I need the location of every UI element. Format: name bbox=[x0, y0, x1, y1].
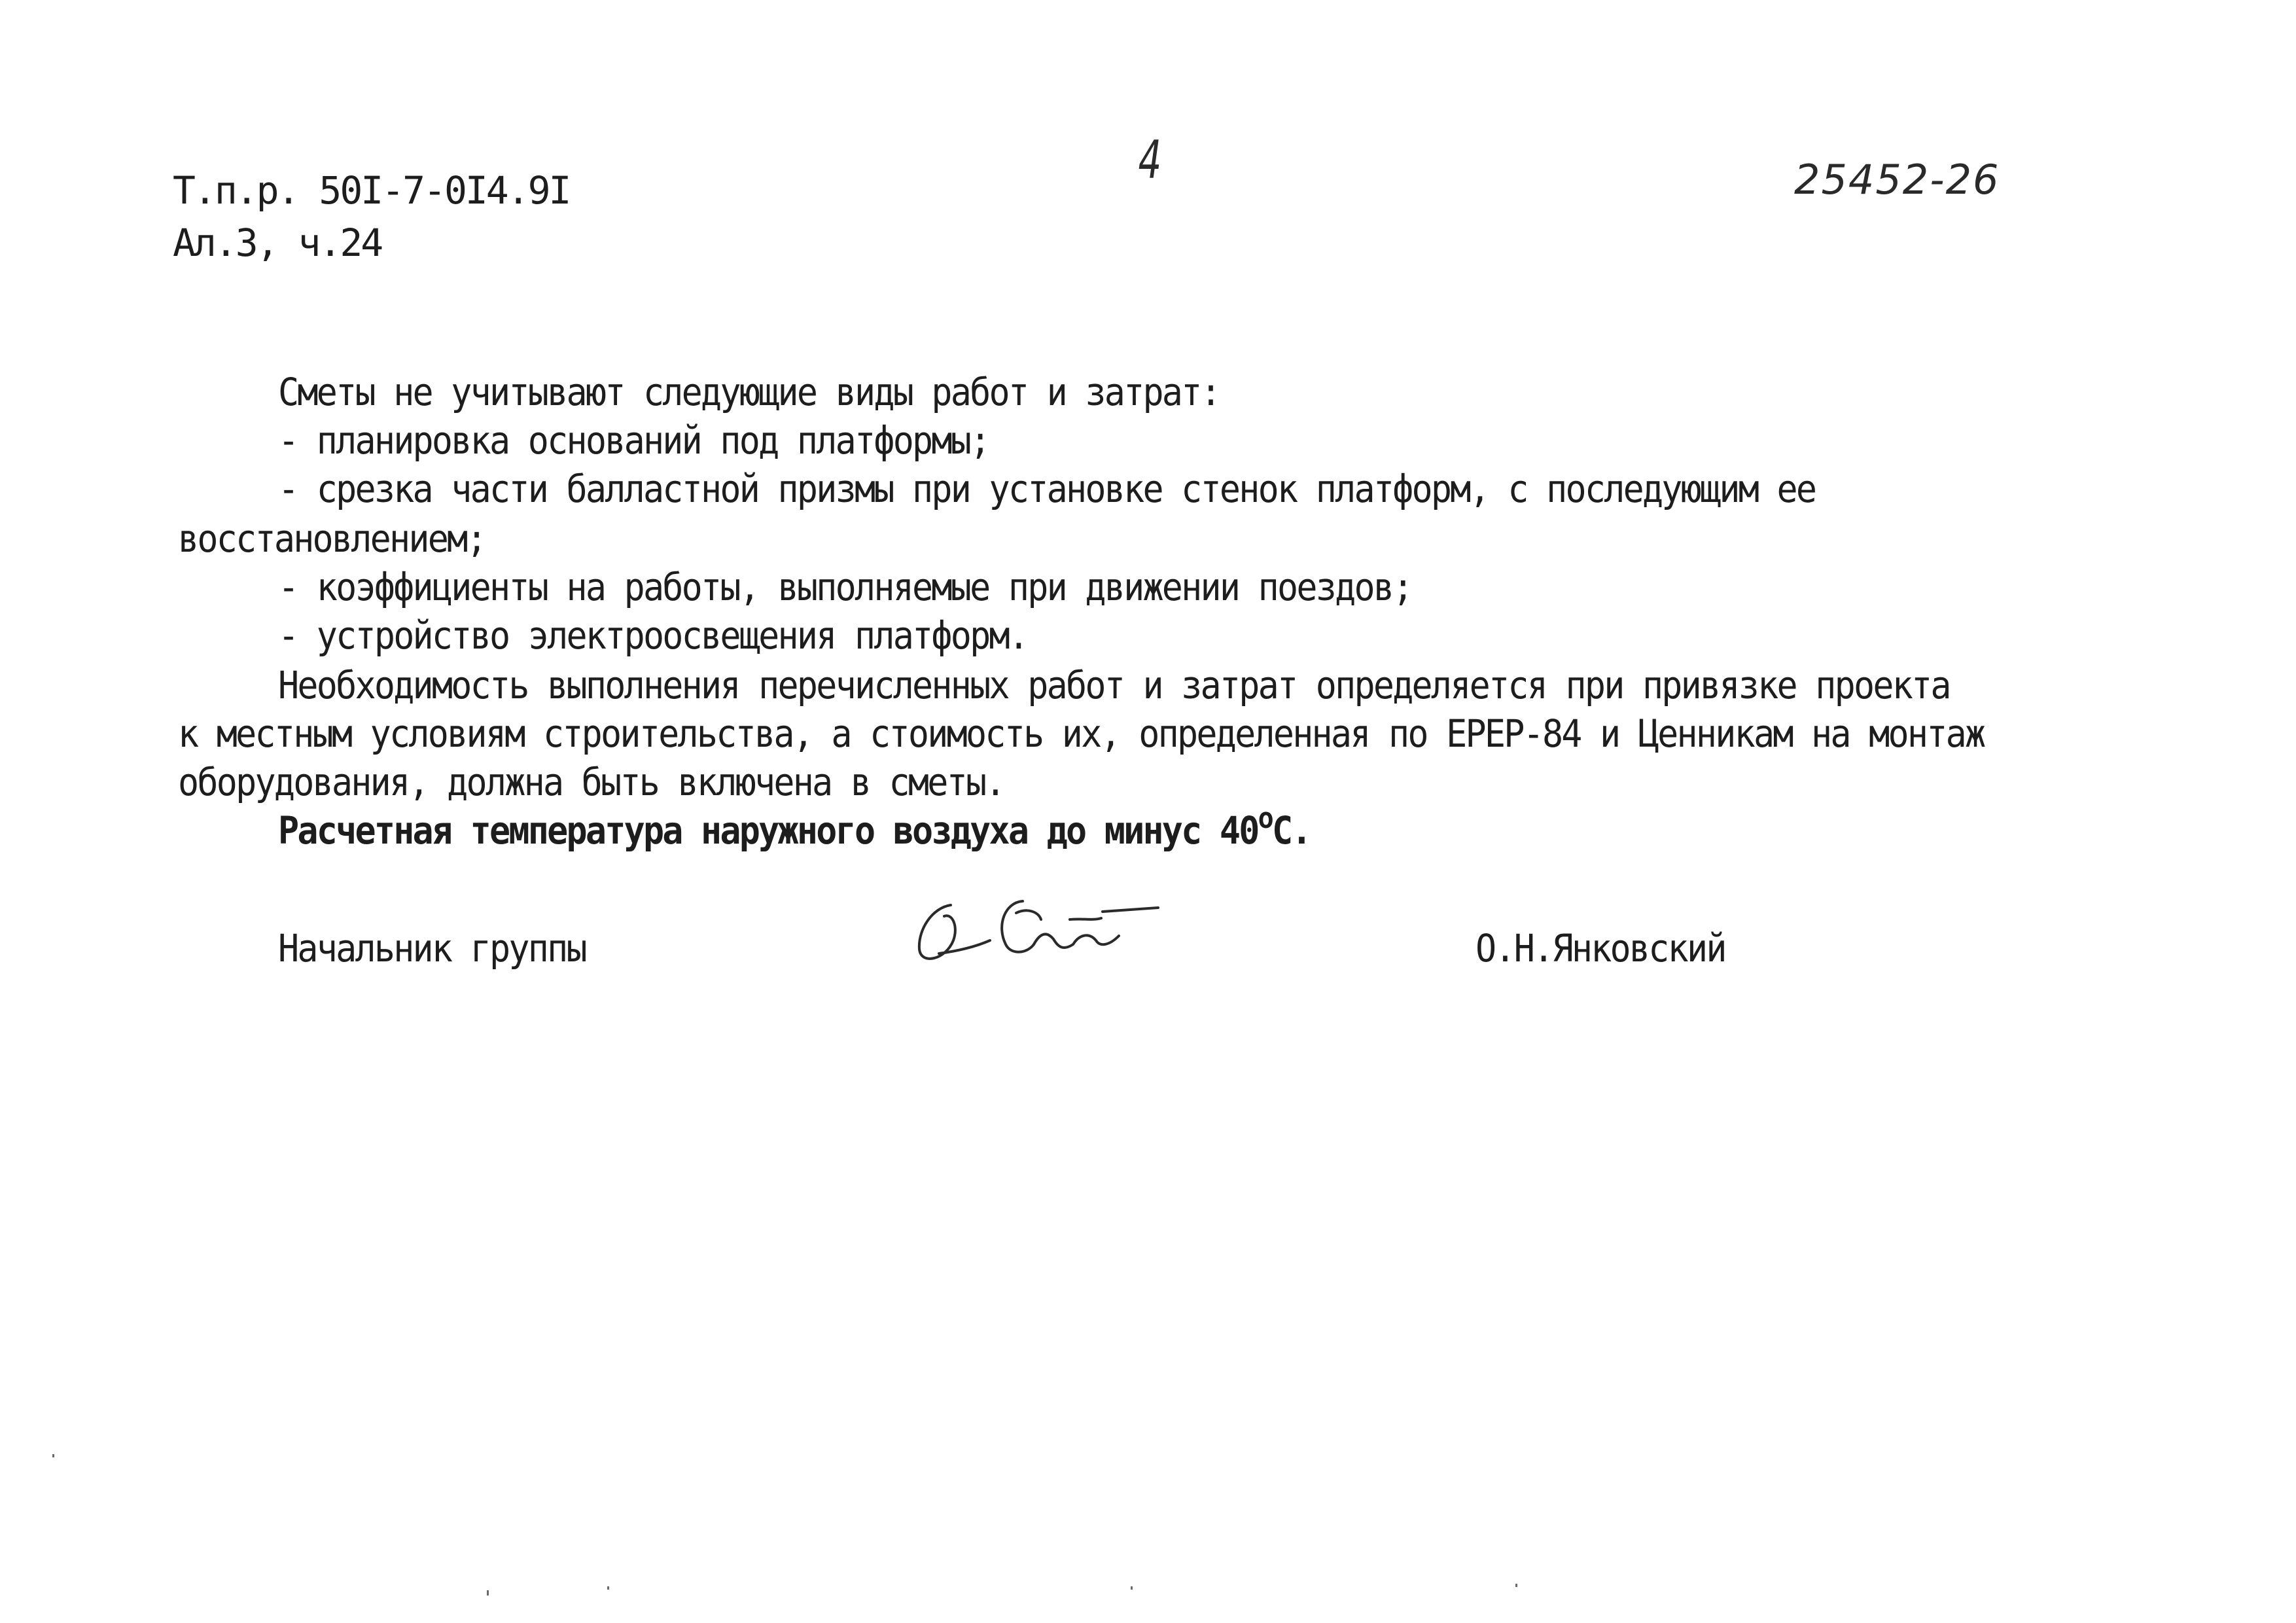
exclusion-item-2-continued: восстановлением; bbox=[178, 516, 486, 561]
scan-speck bbox=[487, 1590, 489, 1596]
design-temperature-note bbox=[278, 802, 1311, 853]
scan-speck bbox=[607, 1586, 609, 1590]
exclusion-item-2: - срезка части балластной призмы при установке стенок платформ, с последующим ее bbox=[278, 467, 1816, 511]
exclusion-item-3: - коэффициенты на работы, выполняемые при движении поездов; bbox=[278, 565, 1412, 609]
project-reference: Т.п.р. 50I-7-0I4.9I bbox=[173, 168, 570, 213]
scan-speck bbox=[52, 1454, 54, 1457]
page-number: 4 bbox=[1138, 130, 1162, 190]
album-part-reference: Ал.3, ч.24 bbox=[173, 221, 382, 265]
temperature-text: Расчетная температура наружного воздуха до минус 40 bbox=[278, 808, 1258, 853]
degree-sign: o bbox=[1258, 802, 1272, 836]
exclusion-item-1: - планировка оснований под платформы; bbox=[278, 418, 989, 463]
temperature-unit: С. bbox=[1271, 808, 1311, 853]
document-code: 25452-26 bbox=[1794, 156, 2000, 204]
exclusion-item-4: - устройство электроосвещения платформ. bbox=[278, 613, 1028, 658]
exclusions-intro: Сметы не учитывают следующие виды работ и затрат: bbox=[278, 370, 1220, 414]
signatory-title: Начальник группы bbox=[278, 926, 586, 971]
paragraph-line-3: оборудования, должна быть включена в сметы. bbox=[178, 760, 1004, 804]
handwritten-signature bbox=[913, 893, 1161, 972]
paragraph-line-1: Необходимость выполнения перечисленных работ и затрат определяется при привязке проекта bbox=[278, 663, 1950, 707]
scan-speck bbox=[1515, 1584, 1517, 1587]
paragraph-line-2: к местным условиям строительства, а стоимость их, определенная по ЕРЕР-84 и Ценникам на монтаж bbox=[178, 711, 1985, 756]
signatory-name: О.Н.Янковский bbox=[1475, 926, 1725, 971]
scan-speck bbox=[1131, 1586, 1133, 1590]
